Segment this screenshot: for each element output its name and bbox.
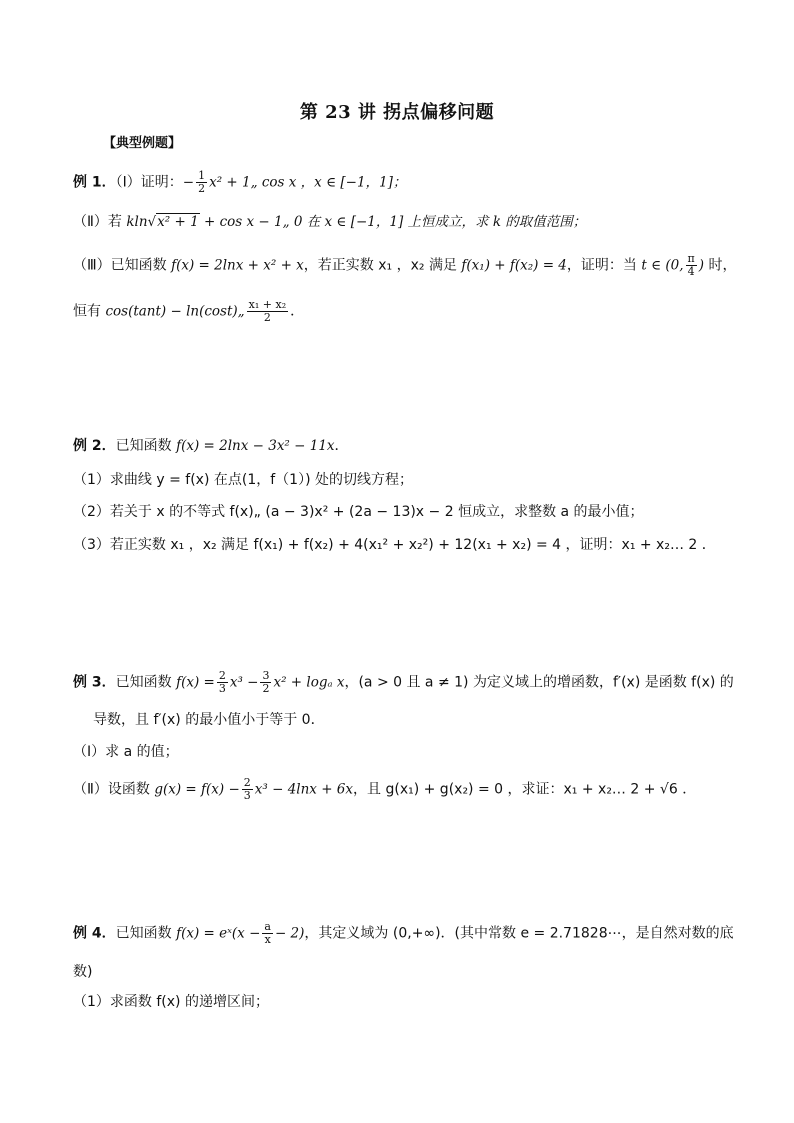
ex3-intro-expr-a: f(x) = xyxy=(176,674,215,691)
fraction-denominator: 2 xyxy=(262,682,270,695)
ex4-q1: （1）求函数 f(x) 的递增区间； xyxy=(73,994,269,1010)
ex1-p3-text-a: （Ⅲ）已知函数 xyxy=(73,257,172,274)
fraction-numerator: π xyxy=(687,252,695,265)
fraction-denominator: 2 xyxy=(198,182,206,195)
ex2-q3: （3）若正实数 x₁ ，x₂ 满足 f(x₁) + f(x₂) + 4(x₁² + x₂²) + 12(x₁ + x₂) = 4 ，证明：x₁ + x₂… 2 ． xyxy=(73,537,716,553)
ex4-intro-text: 已知函数 xyxy=(115,925,177,942)
ex1-p4-expr-a: cos(tant) − ln(cost)„ xyxy=(105,303,245,320)
fraction-numerator: a xyxy=(264,920,271,933)
ex3-q2-expr-a: g(x) = f(x) − xyxy=(154,781,240,798)
sqrt-symbol: √ xyxy=(147,214,157,230)
ex3-q2-expr-b: x³ − 4lnx + 6x xyxy=(254,781,354,798)
page-title: 第 23 讲 拐点偏移问题 xyxy=(299,102,495,123)
ex3-q2-text-a: （Ⅱ）设函数 xyxy=(73,781,155,798)
ex1-p2-text: （Ⅱ）若 xyxy=(73,214,127,230)
ex3-q2-fraction xyxy=(242,777,253,802)
fraction-numerator: 3 xyxy=(262,669,270,682)
ex1-p3-fraction xyxy=(686,253,697,278)
fraction-numerator: 2 xyxy=(218,669,226,682)
fraction-numerator: 1 xyxy=(198,169,206,182)
ex1-p3-expr-b: f(x₁) + f(x₂) = 4 xyxy=(461,257,567,274)
ex1-p4-text-b: ． xyxy=(290,303,305,320)
ex3-fraction-2 xyxy=(260,670,271,695)
ex4-intro xyxy=(73,921,734,946)
ex3-intro-expr-c: x² + logₐ x xyxy=(273,674,345,691)
ex2-intro-expr: f(x) = 2lnx − 3x² − 11x xyxy=(176,438,335,454)
ex1-p2-expr-b: + cos x − 1„ 0 在 x ∈ [−1，1] 上恒成立，求 k 的取值范围； xyxy=(199,214,587,230)
ex2-intro xyxy=(73,436,734,456)
fraction-denominator: 3 xyxy=(218,682,226,695)
ex4-line2: 数) xyxy=(73,964,93,980)
fraction-denominator: 4 xyxy=(687,265,695,278)
ex3-q1: （Ⅰ）求 a 的值； xyxy=(73,744,179,760)
ex1-p3-text-b: ，若正实数 x₁ ，x₂ 满足 xyxy=(303,257,462,274)
ex1-p3-text-c: ，证明：当 xyxy=(566,257,642,274)
ex1-p1-fraction xyxy=(196,170,207,195)
ex2-intro-text: 已知函数 xyxy=(115,438,177,454)
ex1-p2-sqrt: x² + 1 xyxy=(157,214,199,230)
ex3-intro xyxy=(73,670,734,695)
ex3-fraction-1 xyxy=(217,670,228,695)
ex1-line3 xyxy=(73,252,737,278)
ex1-p4-fraction xyxy=(247,299,288,324)
fraction-denominator: x xyxy=(264,933,271,946)
ex2-label: 例 2． xyxy=(73,438,116,454)
ex1-p3-expr-a: f(x) = 2lnx + x² + x xyxy=(171,257,304,274)
ex1-line4 xyxy=(73,299,734,324)
ex4-intro-expr-b: − 2) xyxy=(274,925,305,942)
ex2-intro-end: ． xyxy=(334,438,349,454)
ex3-line2: 导数，且 f′(x) 的最小值小于等于 0． xyxy=(93,712,325,728)
ex1-p3-expr-c: t ∈ (0, xyxy=(641,257,684,274)
ex3-intro-text: 已知函数 xyxy=(115,674,177,691)
ex4-intro-text-b: ，其定义域为 (0,+∞)．(其中常数 e = 2.71828⋯，是自然对数的底 xyxy=(304,925,734,942)
ex1-p3-text-d: 时， xyxy=(704,257,737,274)
ex1-line2 xyxy=(73,212,734,232)
ex1-p4-text-a: 恒有 xyxy=(73,303,106,320)
ex4-intro-expr-a: f(x) = eˣ(x − xyxy=(176,925,261,942)
ex4-fraction xyxy=(262,921,273,946)
fraction-denominator: 3 xyxy=(243,789,251,802)
ex3-intro-expr-b: x³ − xyxy=(229,674,259,691)
ex3-q2 xyxy=(73,777,734,802)
ex1-line1 xyxy=(73,170,734,195)
ex1-label: 例 1． xyxy=(73,174,116,191)
ex2-q2: （2）若关于 x 的不等式 f(x)„ (a − 3)x² + (2a − 13)x − 2 恒成立，求整数 a 的最小值； xyxy=(73,504,644,520)
ex1-p3-expr-d: ) xyxy=(698,257,705,274)
ex1-p1-expr: x² + 1„ cos x ，x ∈ [−1，1]； xyxy=(209,174,407,191)
section-heading: 【典型例题】 xyxy=(103,136,182,151)
ex3-label: 例 3． xyxy=(73,674,116,691)
ex1-p2-expr-a: kln xyxy=(126,214,148,230)
fraction-numerator: x₁ + x₂ xyxy=(248,298,287,311)
ex3-q2-text-b: ，且 g(x₁) + g(x₂) = 0 ，求证：x₁ + x₂… 2 + √6 ． xyxy=(353,781,697,798)
ex1-p1-minus: − xyxy=(182,174,195,191)
ex3-intro-text-b: ，(a > 0 且 a ≠ 1) 为定义域上的增函数，f′(x) 是函数 f(x) 的 xyxy=(344,674,734,691)
ex4-label: 例 4． xyxy=(73,925,116,942)
ex1-p1-text: （Ⅰ）证明： xyxy=(115,174,183,191)
fraction-denominator: 2 xyxy=(263,311,271,324)
ex2-q1: （1）求曲线 y = f(x) 在点(1，f（1）) 处的切线方程； xyxy=(73,472,413,488)
fraction-numerator: 2 xyxy=(243,776,251,789)
